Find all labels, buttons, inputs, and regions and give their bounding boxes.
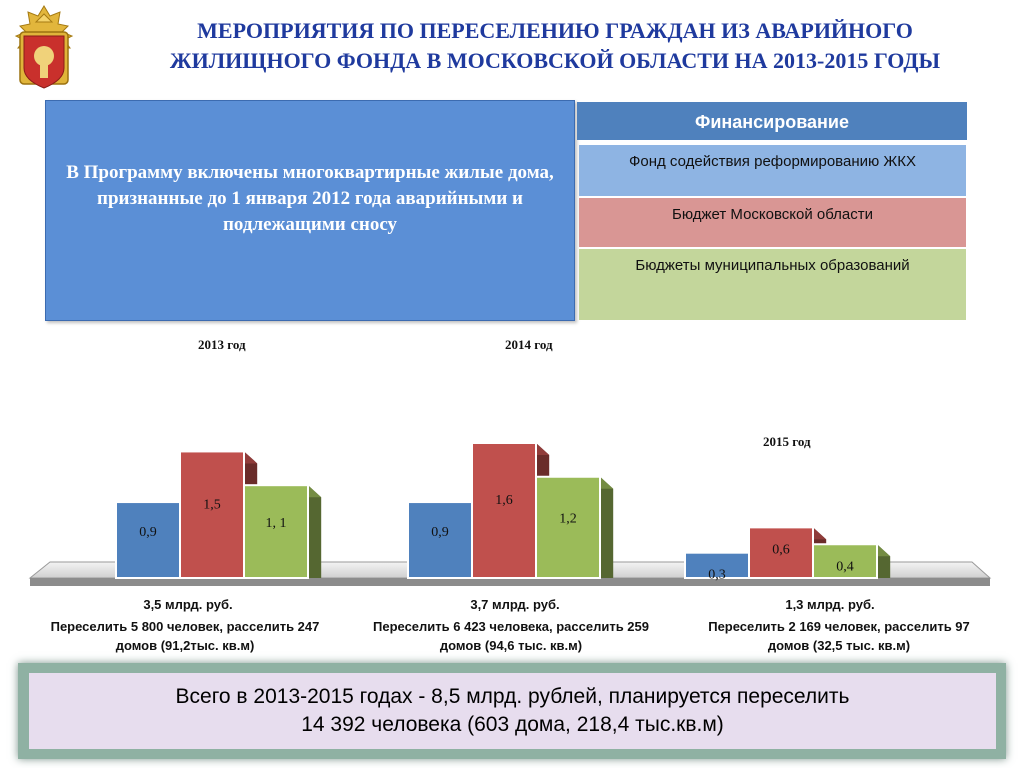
chart-floor-edge <box>30 578 990 586</box>
bar-1-1 <box>472 443 536 578</box>
bar-value-label-0-2: 1, 1 <box>265 515 287 531</box>
bar-value-label-1-2: 1,2 <box>559 511 577 527</box>
financing-source-fund: Фонд содействия реформированию ЖКХ <box>579 145 966 196</box>
summary-line-2: 14 392 человека (603 дома, 218,4 тыс.кв.м) <box>301 713 724 736</box>
plan-2013 <box>20 617 350 655</box>
summary-box <box>29 673 996 749</box>
plan-2013-line-1: Переселить 5 800 человек, расселить 247 <box>50 619 320 634</box>
title-line-2: ЖИЛИЩНОГО ФОНДА В МОСКОВСКОЙ ОБЛАСТИ НА 2013-2015 ГОДЫ <box>169 48 941 73</box>
financing-bar-chart <box>0 330 1024 600</box>
bar-0-1 <box>180 451 244 578</box>
financing-header: Финансирование <box>577 102 967 140</box>
bar-side-0-2 <box>308 485 321 578</box>
program-description: В Программу включены многоквартирные жилые дома, признанные до 1 января 2012 года аварийными и подлежащими сносу <box>66 162 554 235</box>
year-label-2014: 2014 год <box>505 337 553 352</box>
plan-2014 <box>346 617 676 655</box>
plan-2014-line-1: Переселить 6 423 человека, расселить 259 <box>373 619 649 634</box>
year-label-2015: 2015 год <box>763 434 811 449</box>
plan-2015 <box>674 617 1004 655</box>
plan-2013-line-2: домов (91,2тыс. кв.м) <box>115 638 255 653</box>
plan-2014-line-2: домов (94,6 тыс. кв.м) <box>439 638 583 653</box>
bar-value-label-1-0: 0,9 <box>431 525 449 541</box>
summary-line-1: Всего в 2013-2015 годах - 8,5 млрд. рублей, планируется переселить <box>175 685 850 708</box>
bar-value-label-1-1: 1,6 <box>495 492 513 508</box>
total-2014: 3,7 млрд. руб. <box>470 597 560 612</box>
bar-0-2 <box>244 485 308 578</box>
plan-2015-line-2: домов (32,5 тыс. кв.м) <box>767 638 911 653</box>
total-2015: 1,3 млрд. руб. <box>785 597 875 612</box>
page-title <box>90 16 1020 76</box>
bar-value-label-0-1: 1,5 <box>203 497 221 513</box>
plan-2015-line-1: Переселить 2 169 человек, расселить 97 <box>708 619 970 634</box>
bar-value-label-2-1: 0,6 <box>772 542 790 558</box>
bar-value-label-0-0: 0,9 <box>139 525 157 541</box>
coat-of-arms-icon <box>2 2 86 98</box>
total-2013: 3,5 млрд. руб. <box>143 597 233 612</box>
bar-side-1-2 <box>600 477 613 578</box>
financing-source-oblast-budget: Бюджет Московской области <box>579 198 966 247</box>
year-label-2013: 2013 год <box>198 337 246 352</box>
title-line-1: МЕРОПРИЯТИЯ ПО ПЕРЕСЕЛЕНИЮ ГРАЖДАН ИЗ АВАРИЙНОГО <box>197 18 913 43</box>
bar-value-label-2-2: 0,4 <box>836 559 854 575</box>
bar-value-label-2-0: 0,3 <box>708 567 726 583</box>
financing-source-municipal-budgets: Бюджеты муниципальных образований <box>579 249 966 320</box>
bar-1-2 <box>536 477 600 578</box>
